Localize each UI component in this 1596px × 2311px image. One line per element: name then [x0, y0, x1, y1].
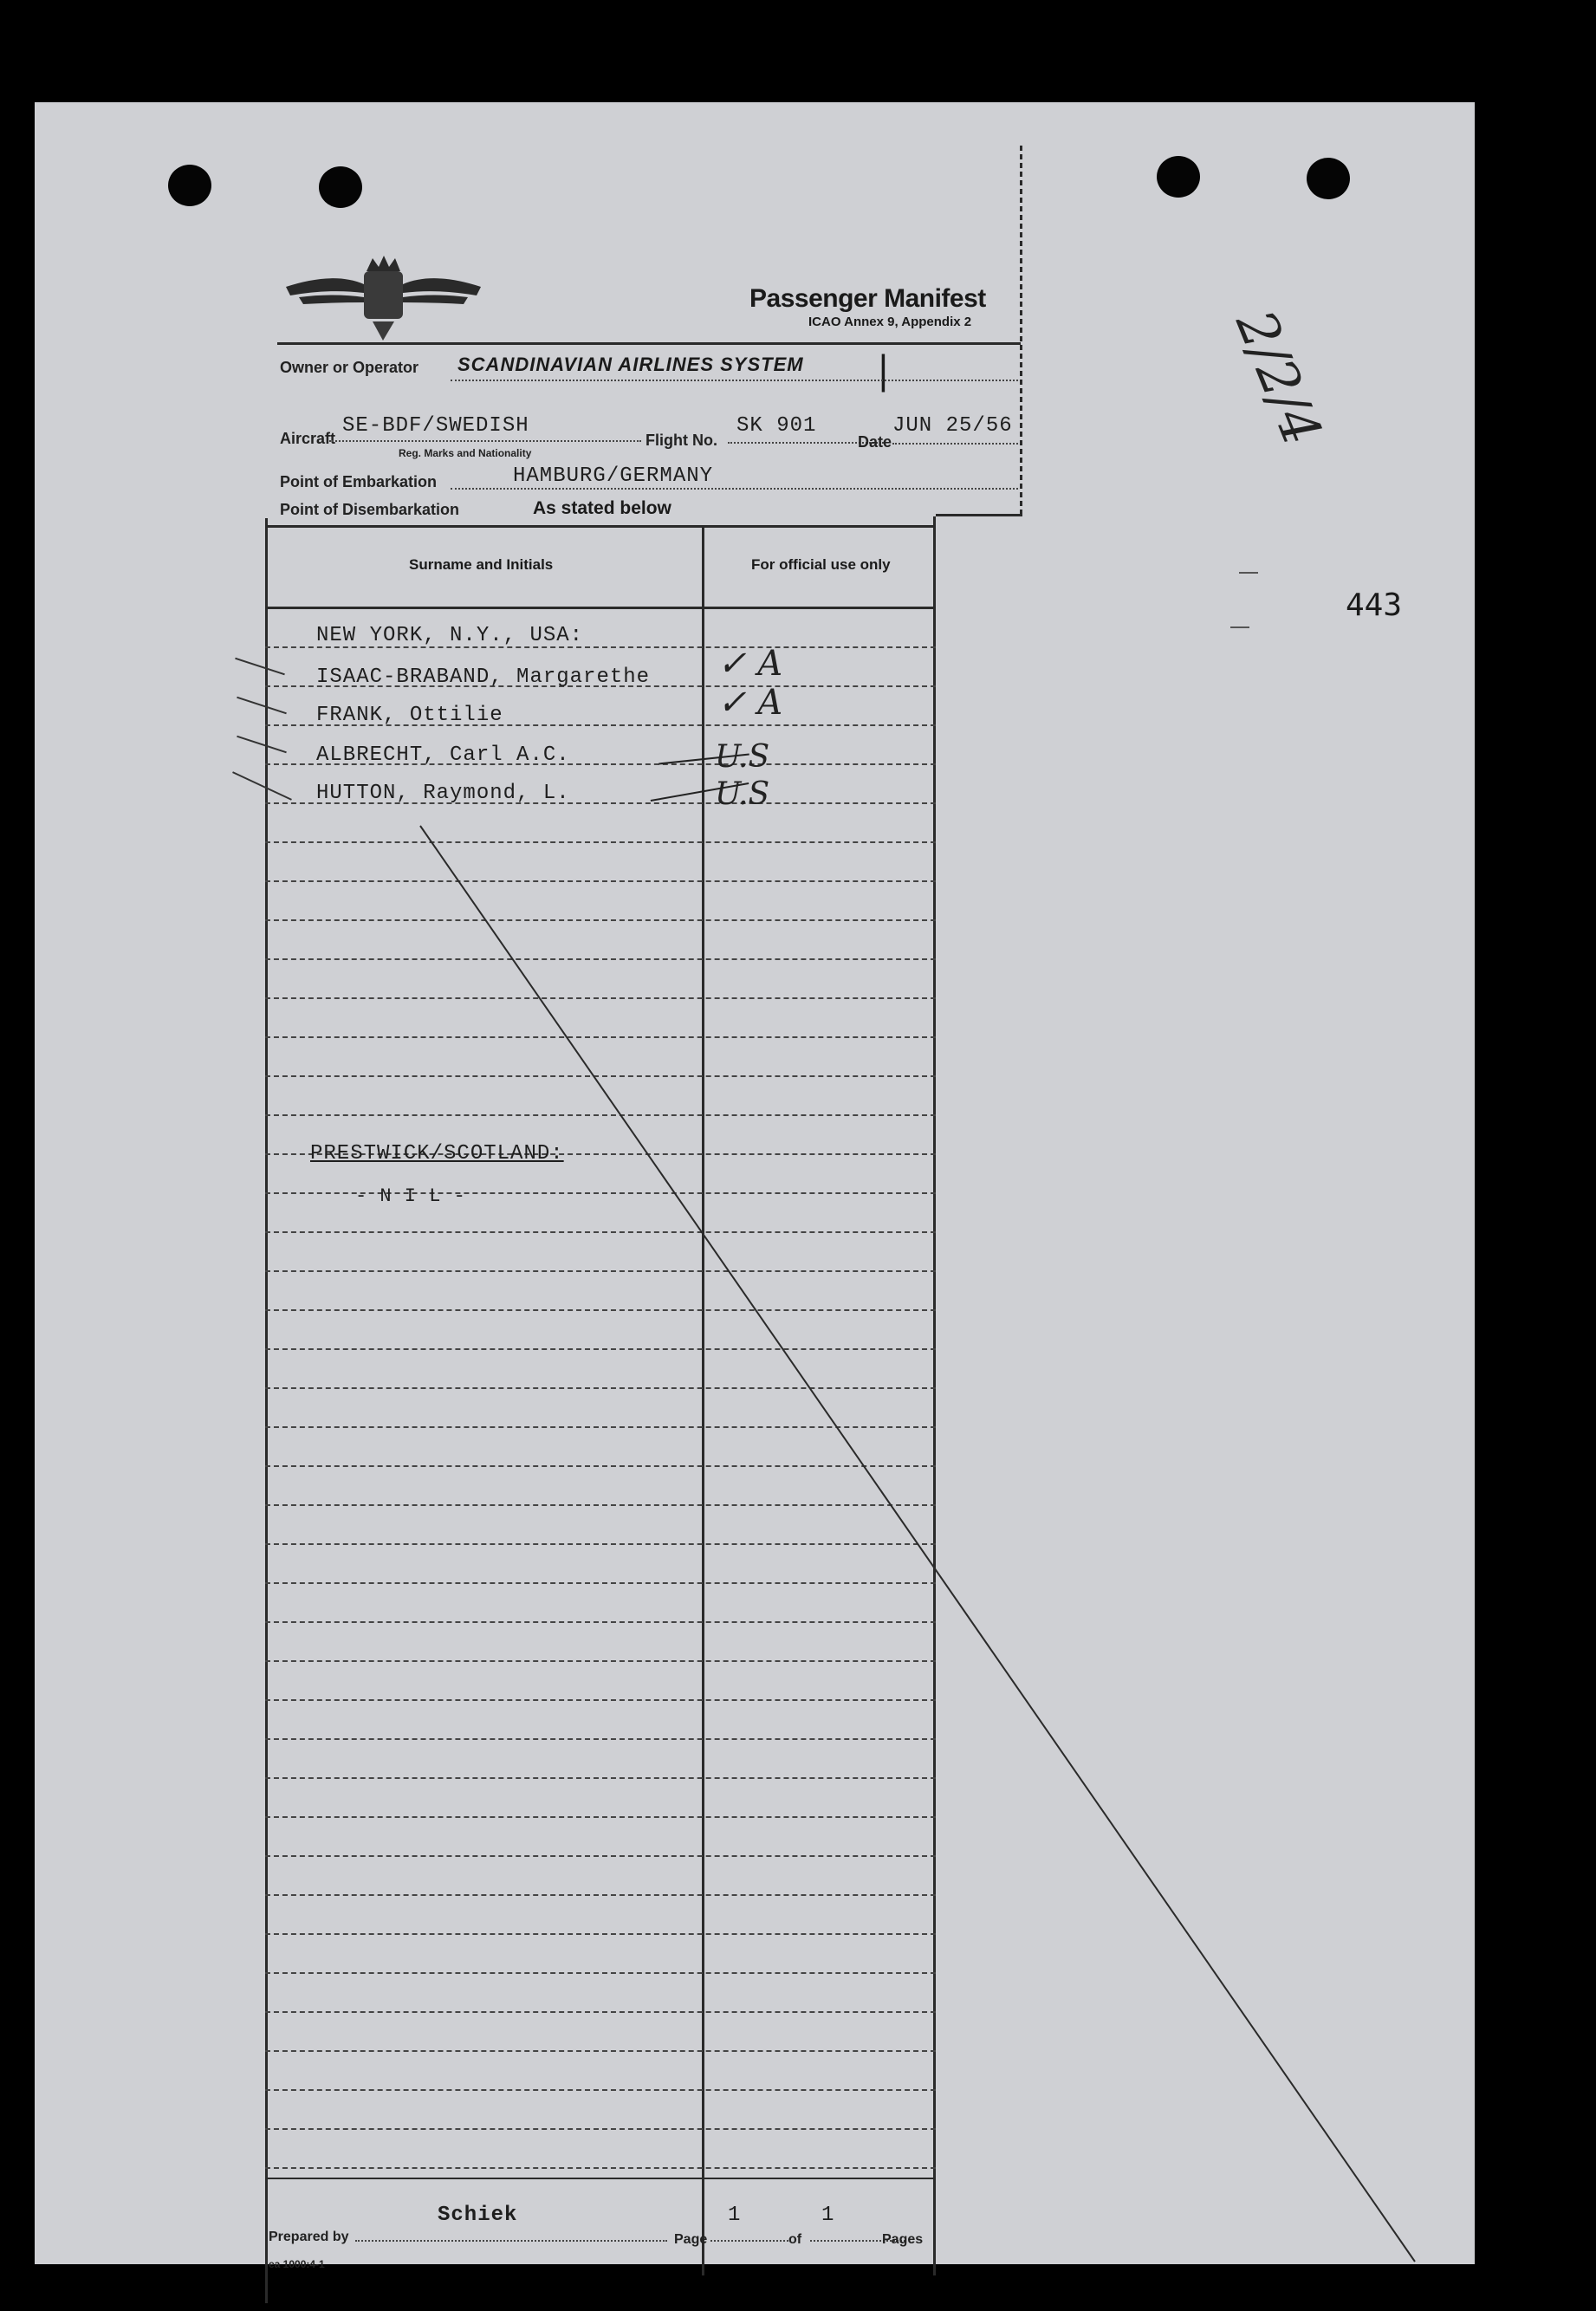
- page-value: 1: [728, 2204, 742, 2227]
- destination-prestwick: PRESTWICK/SCOTLAND:: [310, 1142, 564, 1165]
- of-label: of: [788, 2232, 802, 2247]
- manifest-subtitle: ICAO Annex 9, Appendix 2: [808, 315, 972, 329]
- destination-new-york: NEW YORK, N.Y., USA:: [316, 624, 584, 647]
- aircraft-value: SE-BDF/SWEDISH: [342, 414, 529, 438]
- diagonal-cancel-line: [35, 102, 1475, 2264]
- page-label: Page: [674, 2232, 708, 2247]
- flight-label: Flight No.: [646, 432, 717, 449]
- pages-value: 1: [821, 2204, 835, 2227]
- aircraft-sublabel: Reg. Marks and Nationality: [399, 447, 532, 459]
- page-dotted-line: [710, 2240, 788, 2242]
- column-header-surname: Surname and Initials: [409, 556, 554, 573]
- aircraft-label: Aircraft: [280, 430, 336, 447]
- date-label: Date: [858, 433, 892, 451]
- column-header-official: For official use only: [751, 556, 891, 573]
- passenger-row: ALBRECHT, Carl A.C.: [316, 743, 570, 767]
- archive-number: 443: [1346, 587, 1403, 623]
- disembarkation-value: As stated below: [533, 498, 671, 518]
- official-mark: ✓ A: [717, 683, 783, 723]
- manifest-title: Passenger Manifest: [749, 284, 986, 313]
- nil-entry: - N I L -: [355, 1185, 466, 1207]
- pages-label: Pages: [882, 2232, 924, 2247]
- disembarkation-label: Point of Disembarkation: [280, 501, 460, 518]
- prepared-by-value: Schiek: [438, 2204, 518, 2227]
- official-mark: U.S: [715, 776, 770, 812]
- passenger-row: ISAAC-BRABAND, Margarethe: [316, 665, 651, 689]
- embarkation-value: HAMBURG/GERMANY: [513, 464, 714, 488]
- margin-dash: [1239, 572, 1258, 574]
- prepared-dotted-line: [355, 2240, 667, 2242]
- handwritten-margin-note: 2/2/4: [1223, 302, 1334, 454]
- passenger-row: HUTTON, Raymond, L.: [316, 782, 570, 805]
- date-value: JUN 25/56: [892, 414, 1013, 438]
- margin-dash: [1230, 626, 1249, 628]
- passenger-row: FRANK, Ottilie: [316, 704, 503, 727]
- manifest-sheet: [35, 102, 1475, 2270]
- footer-rule: [265, 2178, 936, 2179]
- embarkation-label: Point of Embarkation: [280, 473, 438, 490]
- operator-label: Owner or Operator: [280, 359, 419, 376]
- form-code: ea 1000:4-1: [269, 2258, 325, 2270]
- prepared-by-label: Prepared by: [269, 2230, 349, 2244]
- operator-mark: |: [877, 348, 890, 393]
- official-mark: U.S: [715, 739, 770, 775]
- official-mark: ✓ A: [717, 644, 783, 684]
- flight-value: SK 901: [736, 414, 817, 438]
- operator-value: SCANDINAVIAN AIRLINES SYSTEM: [457, 354, 804, 375]
